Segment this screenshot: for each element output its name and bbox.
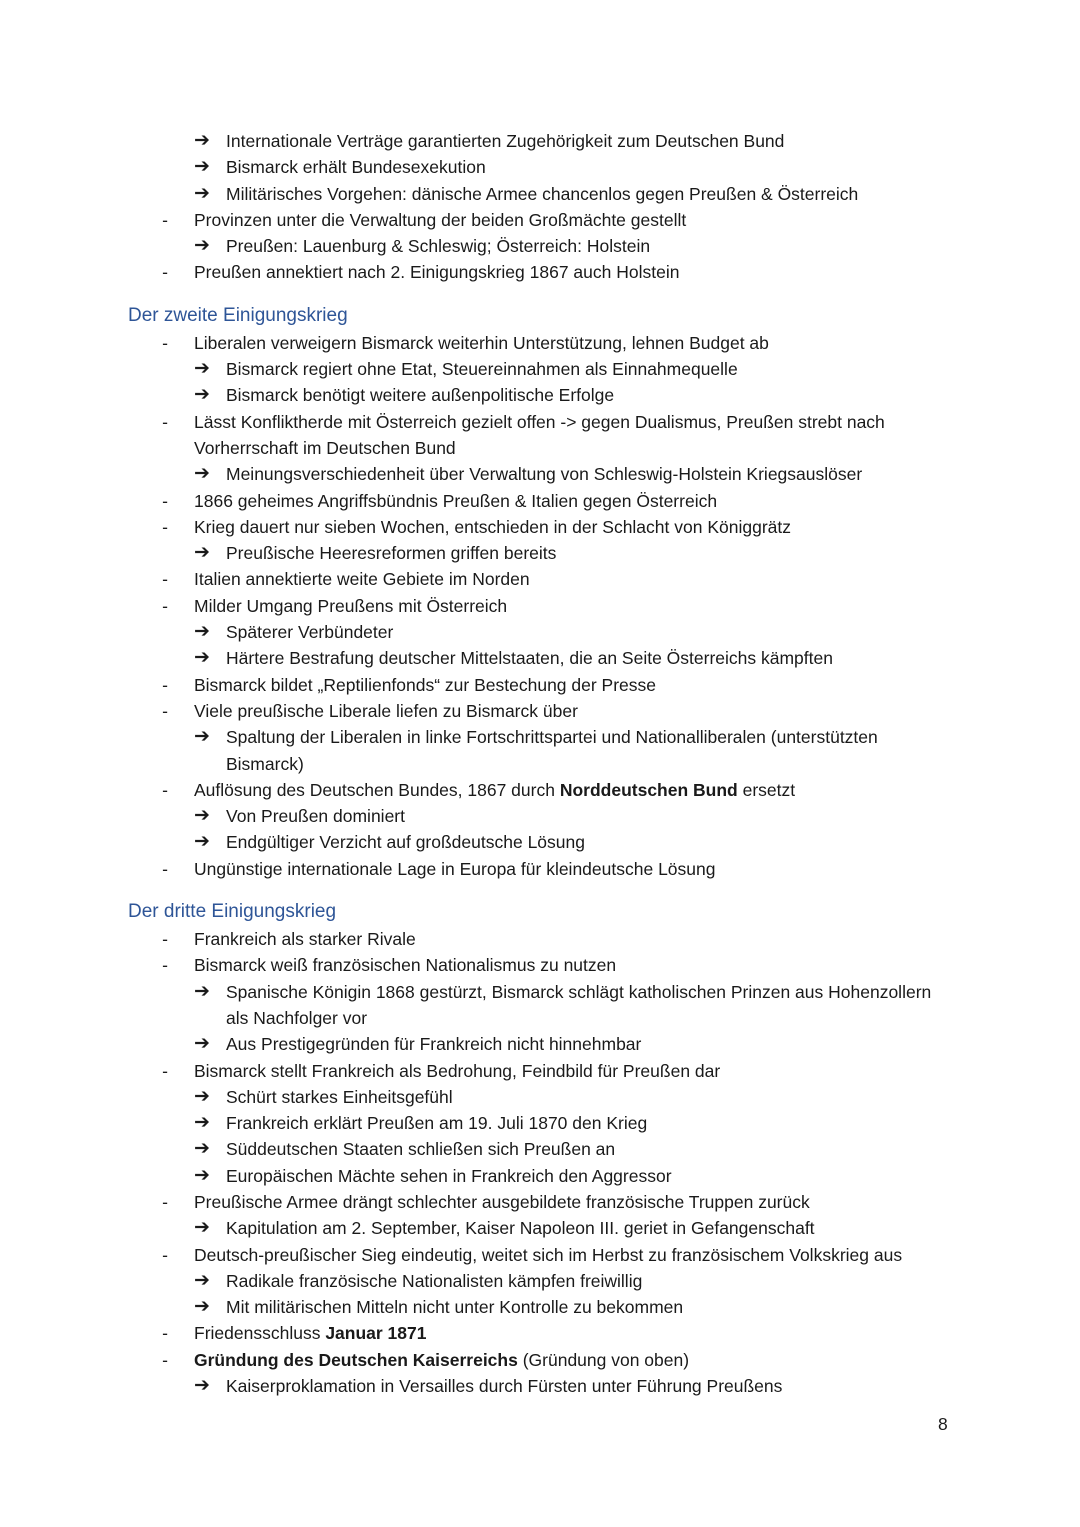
bullet-text: Provinzen unter die Verwaltung der beiden Großmächte gestellt: [194, 209, 687, 230]
dash-marker: -: [162, 1191, 168, 1212]
dash-marker: -: [162, 674, 168, 695]
arrow-icon: ➔: [194, 1269, 210, 1291]
arrow-item: [128, 1084, 1008, 1110]
arrow-text: Preußen: Lauenburg & Schleswig; Österreich: Holstein: [226, 236, 651, 257]
arrow-item: [128, 1294, 1008, 1320]
arrow-text-continued: Bismarck): [226, 753, 304, 774]
bullet-text: Milder Umgang Preußens mit Österreich: [194, 595, 508, 616]
bullet-text: Frankreich als starker Rivale: [194, 929, 416, 950]
arrow-icon: ➔: [194, 831, 210, 853]
arrow-item: [128, 1110, 1008, 1136]
dash-marker: -: [162, 1349, 168, 1370]
bullet-item: [128, 698, 1008, 724]
dash-marker: -: [162, 929, 168, 950]
arrow-icon: ➔: [194, 1112, 210, 1134]
bullet-text: Preußische Armee drängt schlechter ausgebildete französische Truppen zurück: [194, 1191, 810, 1212]
dash-marker: -: [162, 411, 168, 432]
bullet-text-bold: Norddeutschen Bund: [559, 779, 738, 800]
arrow-icon: ➔: [194, 463, 210, 485]
arrow-item: [128, 724, 1008, 750]
arrow-item: [128, 382, 1008, 408]
bullet-item: [128, 259, 1008, 285]
arrow-icon: ➔: [194, 980, 210, 1002]
dash-marker: -: [162, 332, 168, 353]
arrow-icon: ➔: [194, 542, 210, 564]
bullet-text-continued: Vorherrschaft im Deutschen Bund: [194, 437, 456, 458]
arrow-item: [128, 979, 1008, 1005]
arrow-text: Bismarck erhält Bundesexekution: [226, 157, 486, 178]
bullet-item: [128, 1347, 1008, 1373]
dash-marker: -: [162, 955, 168, 976]
arrow-icon: ➔: [194, 1085, 210, 1107]
arrow-icon: ➔: [194, 130, 210, 151]
arrow-item: [128, 619, 1008, 645]
arrow-text: Spaltung der Liberalen in linke Fortschrittspartei und Nationalliberalen (unterstützten: [226, 727, 878, 748]
dash-marker: -: [162, 209, 168, 230]
bullet-item: [128, 1242, 1008, 1268]
arrow-text: Bismarck regiert ohne Etat, Steuereinnahmen als Einnahmequelle: [226, 359, 738, 380]
arrow-text: Internationale Verträge garantierten Zugehörigkeit zum Deutschen Bund: [226, 131, 785, 151]
arrow-icon: ➔: [194, 726, 210, 748]
arrow-item: [128, 803, 1008, 829]
bullet-text: Lässt Konfliktherde mit Österreich gezielt offen -> gegen Dualismus, Preußen strebt nach: [194, 411, 885, 432]
arrow-icon: ➔: [194, 182, 210, 204]
arrow-text: Radikale französische Nationalisten kämpfen freiwillig: [226, 1270, 643, 1291]
arrow-item: [128, 829, 1008, 855]
bullet-item: [128, 488, 1008, 514]
dash-marker: -: [162, 700, 168, 721]
arrow-icon: ➔: [194, 235, 210, 257]
bullet-text: Krieg dauert nur sieben Wochen, entschieden in der Schlacht von Königgrätz: [194, 516, 791, 537]
arrow-item: [128, 645, 1008, 671]
bullet-item: [128, 856, 1008, 882]
bullet-text: 1866 geheimes Angriffsbündnis Preußen & Italien gegen Österreich: [194, 490, 718, 511]
bullet-text: [194, 777, 795, 803]
arrow-icon: ➔: [194, 1164, 210, 1186]
arrow-text: Späterer Verbündeter: [226, 622, 394, 643]
bullet-item: [128, 926, 1008, 952]
arrow-text: Kapitulation am 2. September, Kaiser Napoleon III. geriet in Gefangenschaft: [226, 1218, 815, 1239]
arrow-text: Militärisches Vorgehen: dänische Armee chancenlos gegen Preußen & Österreich: [226, 183, 859, 204]
arrow-text: Bismarck benötigt weitere außenpolitische Erfolge: [226, 385, 615, 406]
bullet-text: Viele preußische Liberale liefen zu Bismarck über: [194, 700, 578, 721]
bullet-text-plain: Auflösung des Deutschen Bundes, 1867 durch: [194, 779, 560, 800]
bullet-item: [128, 330, 1008, 356]
dash-marker: -: [162, 262, 168, 283]
arrow-item: [128, 1136, 1008, 1162]
bullet-text-plain: Friedensschluss: [194, 1323, 326, 1344]
bullet-text-bold: Gründung des Deutschen Kaiserreichs: [194, 1349, 518, 1370]
bullet-item: [128, 1058, 1008, 1084]
arrow-icon: ➔: [194, 1033, 210, 1055]
dash-marker: -: [162, 779, 168, 800]
arrow-item: [128, 1163, 1008, 1189]
arrow-icon: ➔: [194, 1375, 210, 1397]
bullet-text: Bismarck weiß französischen Nationalismus zu nutzen: [194, 955, 617, 976]
bullet-text: Ungünstige internationale Lage in Europa für kleindeutsche Lösung: [194, 858, 716, 879]
arrow-item: [128, 461, 1008, 487]
bullet-text-bold: Januar 1871: [325, 1323, 427, 1344]
document-content: [128, 128, 1008, 1399]
bullet-item: [128, 593, 1008, 619]
dash-marker: -: [162, 595, 168, 616]
arrow-text: Von Preußen dominiert: [226, 806, 405, 827]
arrow-item: [128, 1268, 1008, 1294]
bullet-item: [128, 1189, 1008, 1215]
bullet-item: [128, 514, 1008, 540]
dash-marker: -: [162, 569, 168, 590]
dash-marker: -: [162, 1060, 168, 1081]
bullet-text: [194, 1320, 427, 1346]
arrow-icon: ➔: [194, 1138, 210, 1160]
arrow-text: Endgültiger Verzicht auf großdeutsche Lösung: [226, 832, 585, 853]
bullet-text: Liberalen verweigern Bismarck weiterhin Unterstützung, lehnen Budget ab: [194, 332, 769, 353]
bullet-text: Italien annektierte weite Gebiete im Norden: [194, 569, 530, 590]
arrow-text: Härtere Bestrafung deutscher Mittelstaaten, die an Seite Österreichs kämpften: [226, 648, 833, 669]
arrow-icon: ➔: [194, 1296, 210, 1318]
arrow-text: Aus Prestigegründen für Frankreich nicht hinnehmbar: [226, 1034, 642, 1055]
bullet-text: Bismarck bildet „Reptilienfonds“ zur Bestechung der Presse: [194, 674, 657, 695]
bullet-item: [128, 1320, 1008, 1346]
bullet-item: [128, 952, 1008, 978]
arrow-icon: ➔: [194, 805, 210, 827]
arrow-text: Mit militärischen Mitteln nicht unter Kontrolle zu bekommen: [226, 1297, 684, 1318]
page-number: 8: [938, 1414, 948, 1434]
arrow-text: Frankreich erklärt Preußen am 19. Juli 1870 den Krieg: [226, 1113, 648, 1134]
arrow-text: Kaiserproklamation in Versailles durch Fürsten unter Führung Preußens: [226, 1376, 783, 1397]
bullet-item: [128, 435, 1008, 461]
arrow-item: [128, 356, 1008, 382]
bullet-item: [128, 777, 1008, 803]
arrow-icon: ➔: [194, 647, 210, 669]
arrow-item: [128, 181, 1008, 207]
arrow-item: [128, 1373, 1008, 1399]
dash-marker: -: [162, 1323, 168, 1344]
bullet-text: [194, 1347, 689, 1373]
dash-marker: -: [162, 516, 168, 537]
bullet-text: Bismarck stellt Frankreich als Bedrohung, Feindbild für Preußen dar: [194, 1060, 721, 1081]
arrow-item: [128, 1215, 1008, 1241]
arrow-icon: ➔: [194, 384, 210, 406]
arrow-item: [128, 751, 1008, 777]
bullet-item: [128, 672, 1008, 698]
bullet-text: Preußen annektiert nach 2. Einigungskrieg 1867 auch Holstein: [194, 262, 680, 283]
arrow-text: Europäischen Mächte sehen in Frankreich den Aggressor: [226, 1165, 672, 1186]
arrow-item: [128, 540, 1008, 566]
arrow-text: Spanische Königin 1868 gestürzt, Bismarck schlägt katholischen Prinzen aus Hohenzollern: [226, 981, 932, 1002]
arrow-icon: ➔: [194, 621, 210, 643]
section-heading: Der zweite Einigungskrieg: [128, 304, 348, 326]
arrow-item: [128, 154, 1008, 180]
arrow-item: [128, 128, 1008, 154]
arrow-text: Süddeutschen Staaten schließen sich Preußen an: [226, 1139, 616, 1160]
arrow-text: Meinungsverschiedenheit über Verwaltung von Schleswig-Holstein Kriegsauslöser: [226, 464, 863, 485]
arrow-text: Schürt starkes Einheitsgefühl: [226, 1086, 453, 1107]
dash-marker: -: [162, 1244, 168, 1265]
arrow-text: Preußische Heeresreformen griffen bereits: [226, 543, 557, 564]
arrow-item: [128, 233, 1008, 259]
dash-marker: -: [162, 490, 168, 511]
dash-marker: -: [162, 858, 168, 879]
arrow-icon: ➔: [194, 358, 210, 380]
bullet-text-plain: (Gründung von oben): [517, 1349, 690, 1370]
arrow-icon: ➔: [194, 1217, 210, 1239]
bullet-text-plain: ersetzt: [737, 779, 796, 800]
bullet-item: [128, 409, 1008, 435]
arrow-item: [128, 1031, 1008, 1057]
bullet-item: [128, 207, 1008, 233]
arrow-icon: ➔: [194, 156, 210, 178]
bullet-text: Deutsch-preußischer Sieg eindeutig, weitet sich im Herbst zu französischem Volkskrieg aus: [194, 1244, 903, 1265]
section-heading: Der dritte Einigungskrieg: [128, 901, 337, 923]
arrow-item: [128, 1005, 1008, 1031]
arrow-text-continued: als Nachfolger vor: [226, 1007, 368, 1028]
bullet-item: [128, 566, 1008, 592]
